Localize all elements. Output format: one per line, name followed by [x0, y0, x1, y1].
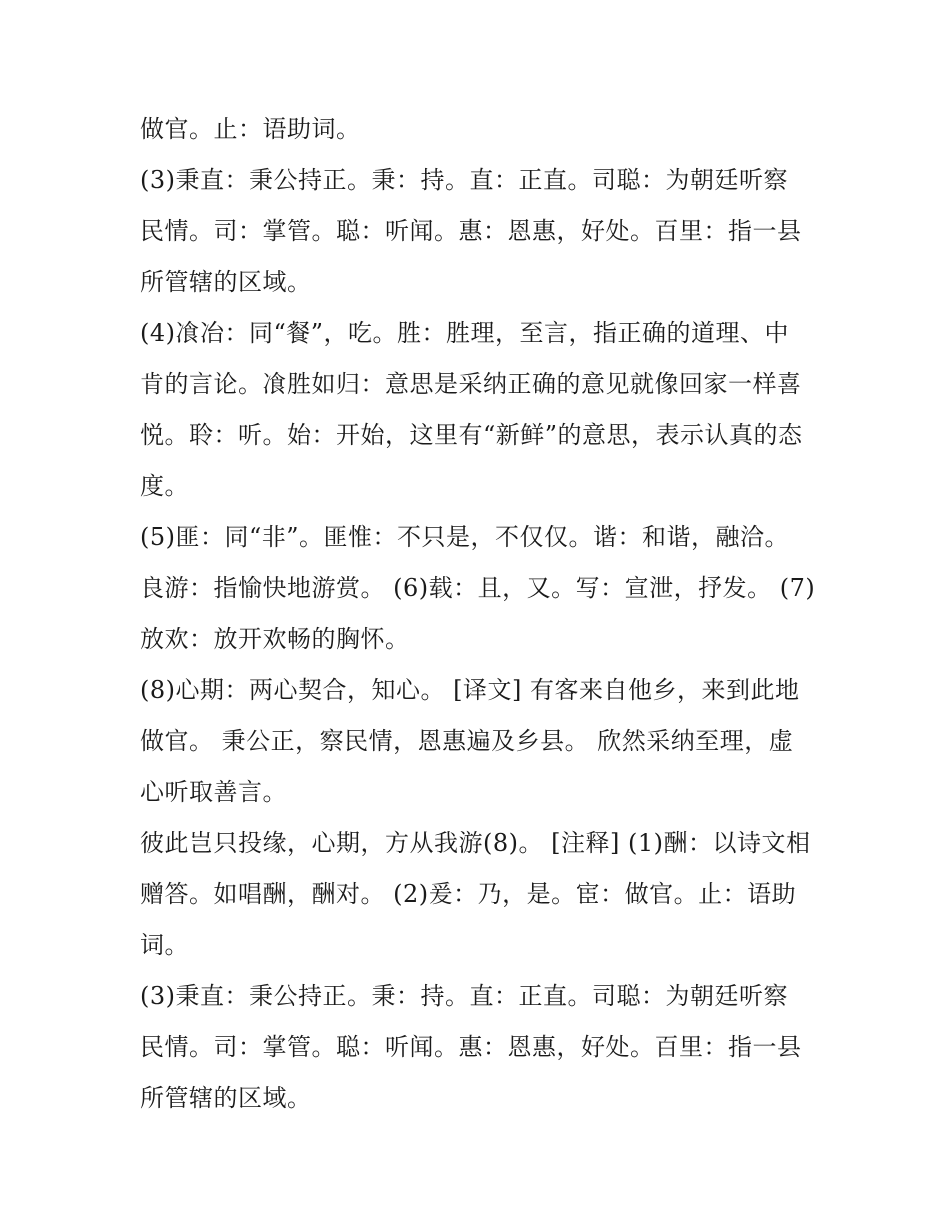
text-line: 心听取善言。 — [140, 778, 287, 806]
text-line: 良游：指愉快地游赏。 (6)载：且，又。写：宣泄，抒发。 (7) — [140, 574, 816, 602]
text-line: 悦。聆：听。始：开始，这里有“新鲜”的意思，表示认真的态 — [140, 421, 803, 449]
text-line: (5)匪：同“非”。匪惟：不只是，不仅仅。谐：和谐，融洽。 — [140, 523, 790, 551]
text-line: (8)心期：两心契合，知心。 [译文] 有客来自他乡，来到此地 — [140, 676, 800, 704]
text-line: 所管辖的区域。 — [140, 268, 312, 296]
document-body — [140, 104, 820, 1124]
text-line: 放欢：放开欢畅的胸怀。 — [140, 625, 410, 653]
text-line: 词。 — [140, 931, 189, 959]
text-line: 民情。司：掌管。聪：听闻。惠：恩惠，好处。百里：指一县 — [140, 217, 802, 245]
text-line: (4)飡冶：同“餐”，吃。胜：胜理，至言，指正确的道理、中 — [140, 319, 790, 347]
text-line: 所管辖的区域。 — [140, 1084, 312, 1112]
text-line: 度。 — [140, 472, 189, 500]
text-line: 做官。止：语助词。 — [140, 115, 361, 143]
text-line: 肯的言论。飡胜如归：意思是采纳正确的意见就像回家一样喜 — [140, 370, 802, 398]
text-line: 做官。 秉公正，察民情，恩惠遍及乡县。 欣然采纳至理，虚 — [140, 727, 794, 755]
text-line: 赠答。如唱酬，酬对。 (2)爰：乃，是。宦：做官。止：语助 — [140, 880, 797, 908]
text-line: (3)秉直：秉公持正。秉：持。直：正直。司聪：为朝廷听察 — [140, 982, 788, 1010]
text-line: 民情。司：掌管。聪：听闻。惠：恩惠，好处。百里：指一县 — [140, 1033, 802, 1061]
text-line: 彼此岂只投缘，心期，方从我游(8)。 [注释] (1)酬：以诗文相 — [140, 829, 811, 857]
text-line: (3)秉直：秉公持正。秉：持。直：正直。司聪：为朝廷听察 — [140, 166, 788, 194]
